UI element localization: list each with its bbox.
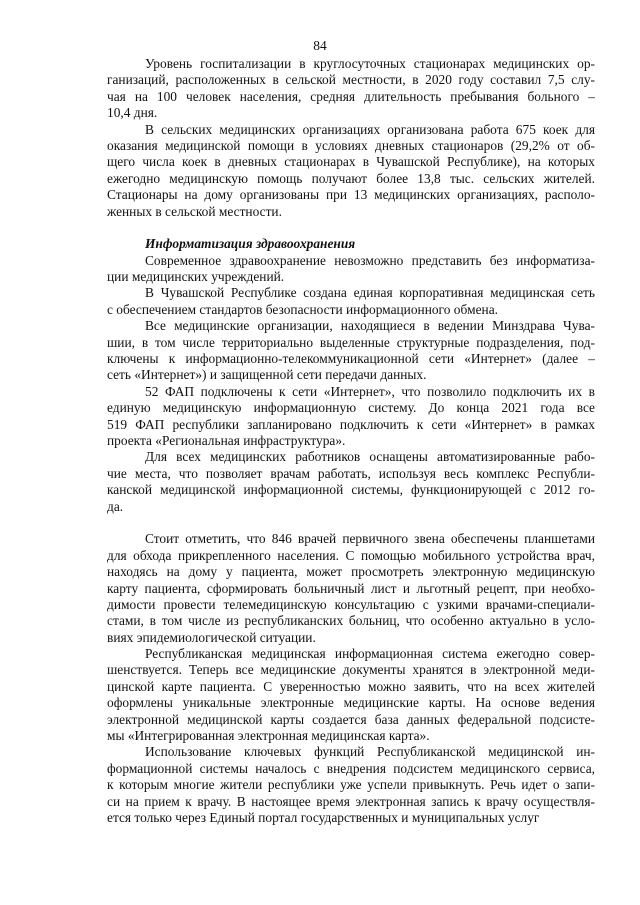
text-line: оформлены уникальные электронные медицинские карты. На основе ведения bbox=[107, 695, 595, 711]
text-line: с обеспечением стандартов безопасности информационного обмена. bbox=[107, 301, 499, 317]
paragraph-spacer bbox=[107, 515, 595, 531]
paragraph-fap bbox=[107, 384, 595, 450]
text-line: В Чувашской Республике создана единая корпоративная медицинская сеть bbox=[145, 285, 595, 301]
text-line: Для всех медицинских работников оснащены автоматизированные рабо- bbox=[145, 449, 595, 465]
text-line: ганизаций, расположенных в сельской местности, в 2020 году составил 7,5 слу- bbox=[107, 72, 595, 88]
text-line: Уровень госпитализации в круглосуточных стационарах медицинских ор- bbox=[145, 56, 595, 71]
text-line: ключены к информационно-телекоммуникационной сети «Интернет» (далее – bbox=[107, 351, 595, 367]
text-line: В сельских медицинских организациях организована работа 675 коек для bbox=[145, 121, 595, 137]
text-line: стами, в том числе из республиканских больниц, что особенно актуально в усло- bbox=[107, 613, 595, 629]
text-line: шии, в том числе территориально выделенные структурные подразделения, под- bbox=[107, 334, 595, 350]
text-line: Использование ключевых функций Республиканской медицинской ин- bbox=[145, 744, 595, 760]
text-line: для обхода прикрепленного населения. С помощью мобильного устройства врач, bbox=[107, 547, 595, 563]
text-line: Все медицинские организации, находящиеся в ведении Минздрава Чува- bbox=[145, 318, 595, 334]
text-line: находясь на дому у пациента, может просмотреть электронную медицинскую bbox=[107, 564, 595, 580]
document-body bbox=[107, 56, 595, 826]
text-line: 10,4 дня. bbox=[107, 105, 158, 121]
text-line: Стоит отметить, что 846 врачей первичного звена обеспечены планшетами bbox=[145, 531, 595, 547]
text-line: щего числа коек в дневных стационарах в Чувашской Республике), на которых bbox=[107, 154, 595, 170]
text-line: электронной медицинской карты создается база данных федеральной подсисте- bbox=[107, 711, 595, 727]
text-line: ции медицинских учреждений. bbox=[107, 269, 285, 285]
paragraph-modern-healthcare bbox=[107, 253, 595, 286]
text-line: единую медицинскую информационную систему. До конца 2021 года все bbox=[107, 400, 595, 416]
text-line: чая на 100 человек населения, средняя длительность пребывания больного – bbox=[107, 88, 595, 104]
text-line: Стационары на дому организованы при 13 медицинских организациях, располо- bbox=[107, 187, 595, 203]
text-line: Республиканская медицинская информационная система ежегодно совер- bbox=[145, 646, 595, 662]
paragraph-spacer bbox=[107, 220, 595, 236]
section-heading-text: Информатизация здравоохранения bbox=[145, 236, 356, 252]
section-heading bbox=[107, 236, 595, 252]
text-line: да. bbox=[107, 498, 124, 514]
text-line: ежегодно медицинскую помощь получают более 13,8 тыс. сельских жителей. bbox=[107, 170, 595, 186]
text-line: цинской карте пациента. С уверенностью можно заявить, что на всех жителей bbox=[107, 678, 595, 694]
text-line: карту пациента, сформировать больничный лист и льготный рецепт, при необхо- bbox=[107, 580, 595, 596]
text-line: сеть «Интернет») и защищенной сети передачи данных. bbox=[107, 367, 427, 383]
text-line: шенствуется. Теперь все медицинские документы хранятся в электронной меди- bbox=[107, 662, 595, 678]
text-line: оказания медицинской помощи в условиях дневных стационаров (29,2% от об- bbox=[107, 137, 595, 153]
text-line: формационной системы началось с внедрения подсистем медицинского сервиса, bbox=[107, 760, 595, 776]
paragraph-day-hospitals bbox=[107, 122, 595, 220]
text-line: мы «Интегрированная электронная медицинская карта». bbox=[107, 728, 430, 744]
text-line: Современное здравоохранение невозможно представить без информатиза- bbox=[145, 252, 595, 268]
paragraph-workstations bbox=[107, 449, 595, 515]
text-line: димости провести телемедицинскую консультацию с узкими врачами-специали- bbox=[107, 596, 595, 612]
text-line: к которым многие жители республики уже успели привыкнуть. Речь идет о запи- bbox=[107, 777, 595, 793]
paragraph-organizations-connected bbox=[107, 318, 595, 384]
paragraph-tablets bbox=[107, 531, 595, 646]
text-line: 519 ФАП республики запланировано подключить к сети «Интернет» в рамках bbox=[107, 416, 595, 432]
paragraph-information-system bbox=[107, 646, 595, 744]
paragraph-key-functions bbox=[107, 744, 595, 826]
page-number: 84 bbox=[313, 38, 327, 53]
text-line: ется только через Единый портал государственных и муниципальных услуг bbox=[107, 809, 540, 825]
text-line: чие места, что позволяет врачам работать, используя весь комплекс Республи- bbox=[107, 465, 595, 481]
text-line: 52 ФАП подключены к сети «Интернет», что позволило подключить их в bbox=[145, 383, 595, 399]
text-line: проекта «Региональная инфраструктура». bbox=[107, 432, 346, 448]
text-line: виях эпидемиологической ситуации. bbox=[107, 629, 316, 645]
text-line: женных в сельской местности. bbox=[107, 203, 282, 219]
text-line: канской медицинской информационной системы, функционирующей с 2012 го- bbox=[107, 482, 595, 498]
paragraph-corporate-network bbox=[107, 285, 595, 318]
text-line: си на прием к врачу. В настоящее время электронная запись к врачу осуществля- bbox=[107, 793, 595, 809]
paragraph-hospitalization bbox=[107, 56, 595, 122]
